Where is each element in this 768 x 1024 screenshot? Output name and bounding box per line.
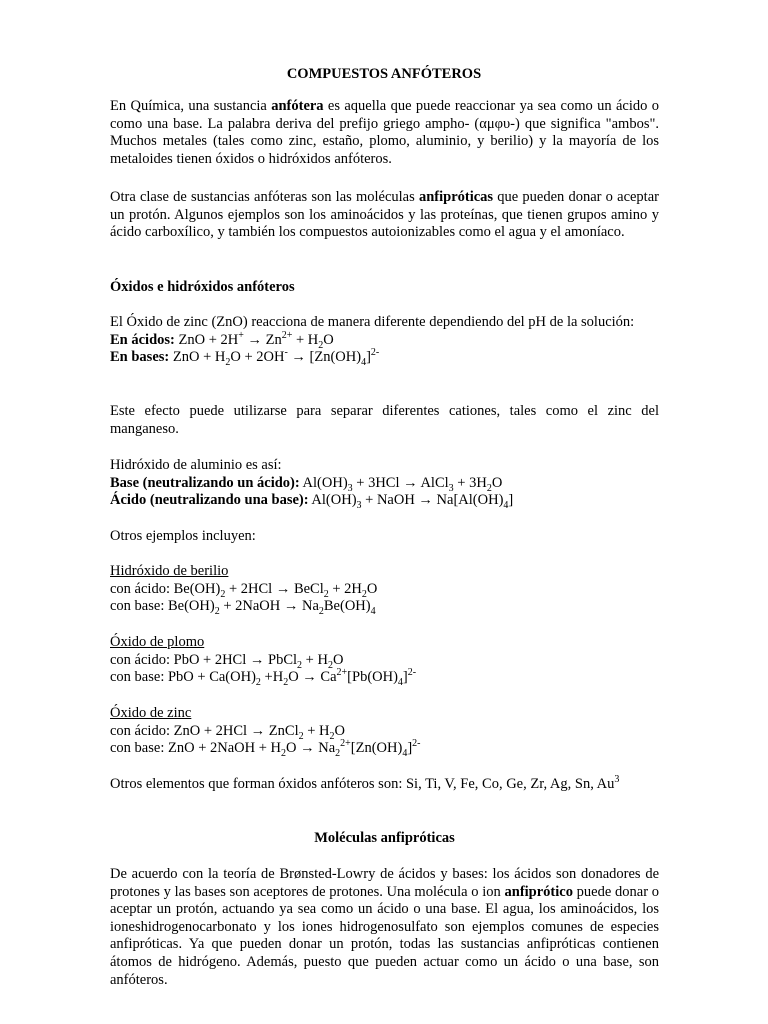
base-prefix: con base: bbox=[110, 740, 165, 757]
lead-oxide-title: Óxido de plomo bbox=[110, 634, 205, 650]
zno-intro: El Óxido de zinc (ZnO) reacciona de manera diferente dependiendo del pH de la solución: bbox=[110, 314, 635, 330]
beryllium-block bbox=[110, 563, 659, 616]
section-heading-amphiprotic: Moléculas anfipróticas bbox=[314, 830, 455, 846]
bronsted-paragraph bbox=[110, 866, 659, 989]
aluminum-base-label: Base (neutralizando un ácido): bbox=[110, 474, 300, 491]
base-prefix: con base: bbox=[110, 598, 165, 615]
other-elements-footnote: 3 bbox=[614, 774, 620, 786]
lead-oxide-base-equation: con base: PbO + $Ca(OH)_2 +H_2O \to Ca^{2+}[Pb(OH)_4]^{2-}$ bbox=[110, 667, 417, 689]
acid-prefix: con ácido: bbox=[110, 722, 170, 739]
amphiprotic-bold-term: anfipróticas bbox=[418, 189, 494, 205]
zno-base-label: En bases: bbox=[110, 349, 170, 366]
aluminum-block bbox=[110, 457, 659, 510]
aluminum-acid-equation: Ácido (neutralizando una base): $Al(OH)_3$ + NaOH → $Na[Al(OH)_4]$ bbox=[110, 492, 514, 512]
intro-text-2: es aquella que puede reaccionar ya sea como un ácido o como una base. La palabra deriva del prefijo griego ampho- (αμφυ-) que significa "ambos". Muchos metales (tales como zinc, estaño, plomo, aluminio, y berilio) y la mayoría de los metaloides tienen óxidos o hidróxidos anfóteros. bbox=[110, 98, 660, 167]
intro-bold-term: anfótera bbox=[271, 98, 324, 114]
beryllium-base-equation: con base: $Be(OH)_2$ + 2NaOH → $Na_2Be(OH)_4$ bbox=[110, 598, 376, 618]
beryllium-acid-equation: con ácido: $Be(OH)_2 + 2HCl$ → BeCl$_2$ + $2H_2O$ bbox=[110, 580, 378, 600]
lead-oxide-acid-equation: con ácido: PbO + 2HCl → PbCl$_2$ + $H_2O$ bbox=[110, 651, 344, 671]
amphiprotic-text-2: que pueden donar o aceptar un protón. Algunos ejemplos son los aminoácidos y las proteínas, que tienen grupos amino y ácido carboxílico, y también los compuestos autoionizables como el agua y el amoníaco. bbox=[110, 189, 659, 241]
acid-prefix: con ácido: bbox=[110, 580, 170, 597]
base-prefix: con base: bbox=[110, 669, 165, 686]
bronsted-text-1: De acuerdo con la teoría de Brønsted-Lowry de ácidos y bases: los ácidos son donadores de protones y las bases son aceptores de protones. Una molécula o ion bbox=[110, 866, 659, 900]
zinc-oxide-block bbox=[110, 705, 659, 758]
other-elements-text: Otros elementos que forman óxidos anfóteros son: Si, Ti, V, Fe, Co, Ge, Zr, Ag, Sn, Au bbox=[110, 776, 615, 792]
section-heading-oxides: Óxidos e hidróxidos anfóteros bbox=[110, 279, 295, 295]
aluminum-base-equation: Base (neutralizando un ácido): $Al(OH)_3 + 3HCl$ → AlCl$_3$ + $3H_2O$ bbox=[110, 474, 503, 494]
zno-base-equation: En bases: ZnO + $H_2O + 2OH^- \to [Zn(OH)_4]^{2-}$ bbox=[110, 347, 380, 369]
zinc-oxide-base-equation: con base: ZnO + 2NaOH + $H_2O \to Na_2^{2+}[Zn(OH)_4]^{2-}$ bbox=[110, 738, 421, 760]
aluminum-acid-label: Ácido (neutralizando una base): bbox=[110, 492, 309, 509]
lead-oxide-block bbox=[110, 634, 659, 687]
bronsted-bold-term: anfiprótico bbox=[504, 883, 573, 900]
acid-prefix: con ácido: bbox=[110, 651, 170, 668]
zno-block bbox=[110, 314, 659, 367]
document-title: COMPUESTOS ANFÓTEROS bbox=[286, 66, 482, 82]
zno-acid-label: En ácidos: bbox=[110, 331, 175, 348]
zinc-oxide-title: Óxido de zinc bbox=[110, 705, 192, 721]
amphiprotic-text-1: Otra clase de sustancias anfóteras son las moléculas bbox=[110, 189, 419, 205]
other-elements-paragraph bbox=[110, 776, 659, 794]
intro-text-1: En Química, una sustancia bbox=[110, 98, 272, 114]
zno-acid-equation: En ácidos: ZnO + $2H^+ \to Zn^{2+} + H_2O$ bbox=[110, 329, 334, 351]
separate-cations-paragraph: Este efecto puede utilizarse para separar diferentes cationes, tales como el zinc del manganeso. bbox=[110, 403, 659, 437]
aluminum-intro: Hidróxido de aluminio es así: bbox=[110, 457, 282, 473]
intro-paragraph bbox=[110, 98, 659, 168]
beryllium-title: Hidróxido de berilio bbox=[110, 563, 229, 579]
amphiprotic-paragraph bbox=[110, 189, 659, 242]
zinc-oxide-acid-equation: con ácido: ZnO + 2HCl → ZnCl$_2$ + $H_2O$ bbox=[110, 722, 346, 742]
bronsted-text-2: puede donar o aceptar un protón, actuando ya sea como un ácido o una base. El agua, los aminoácidos, los ioneshidrogenocarbonato y los iones hidrogenosulfato son ejemplos comunes de especies anfipróticas. Ya que pueden donar un protón, todas las sustancias anfipróticas contienen átomos de hidrógeno. Además, puesto que pueden actuar como un ácido o una base, son anfóteros. bbox=[110, 883, 659, 988]
other-examples-intro: Otros ejemplos incluyen: bbox=[110, 528, 256, 544]
